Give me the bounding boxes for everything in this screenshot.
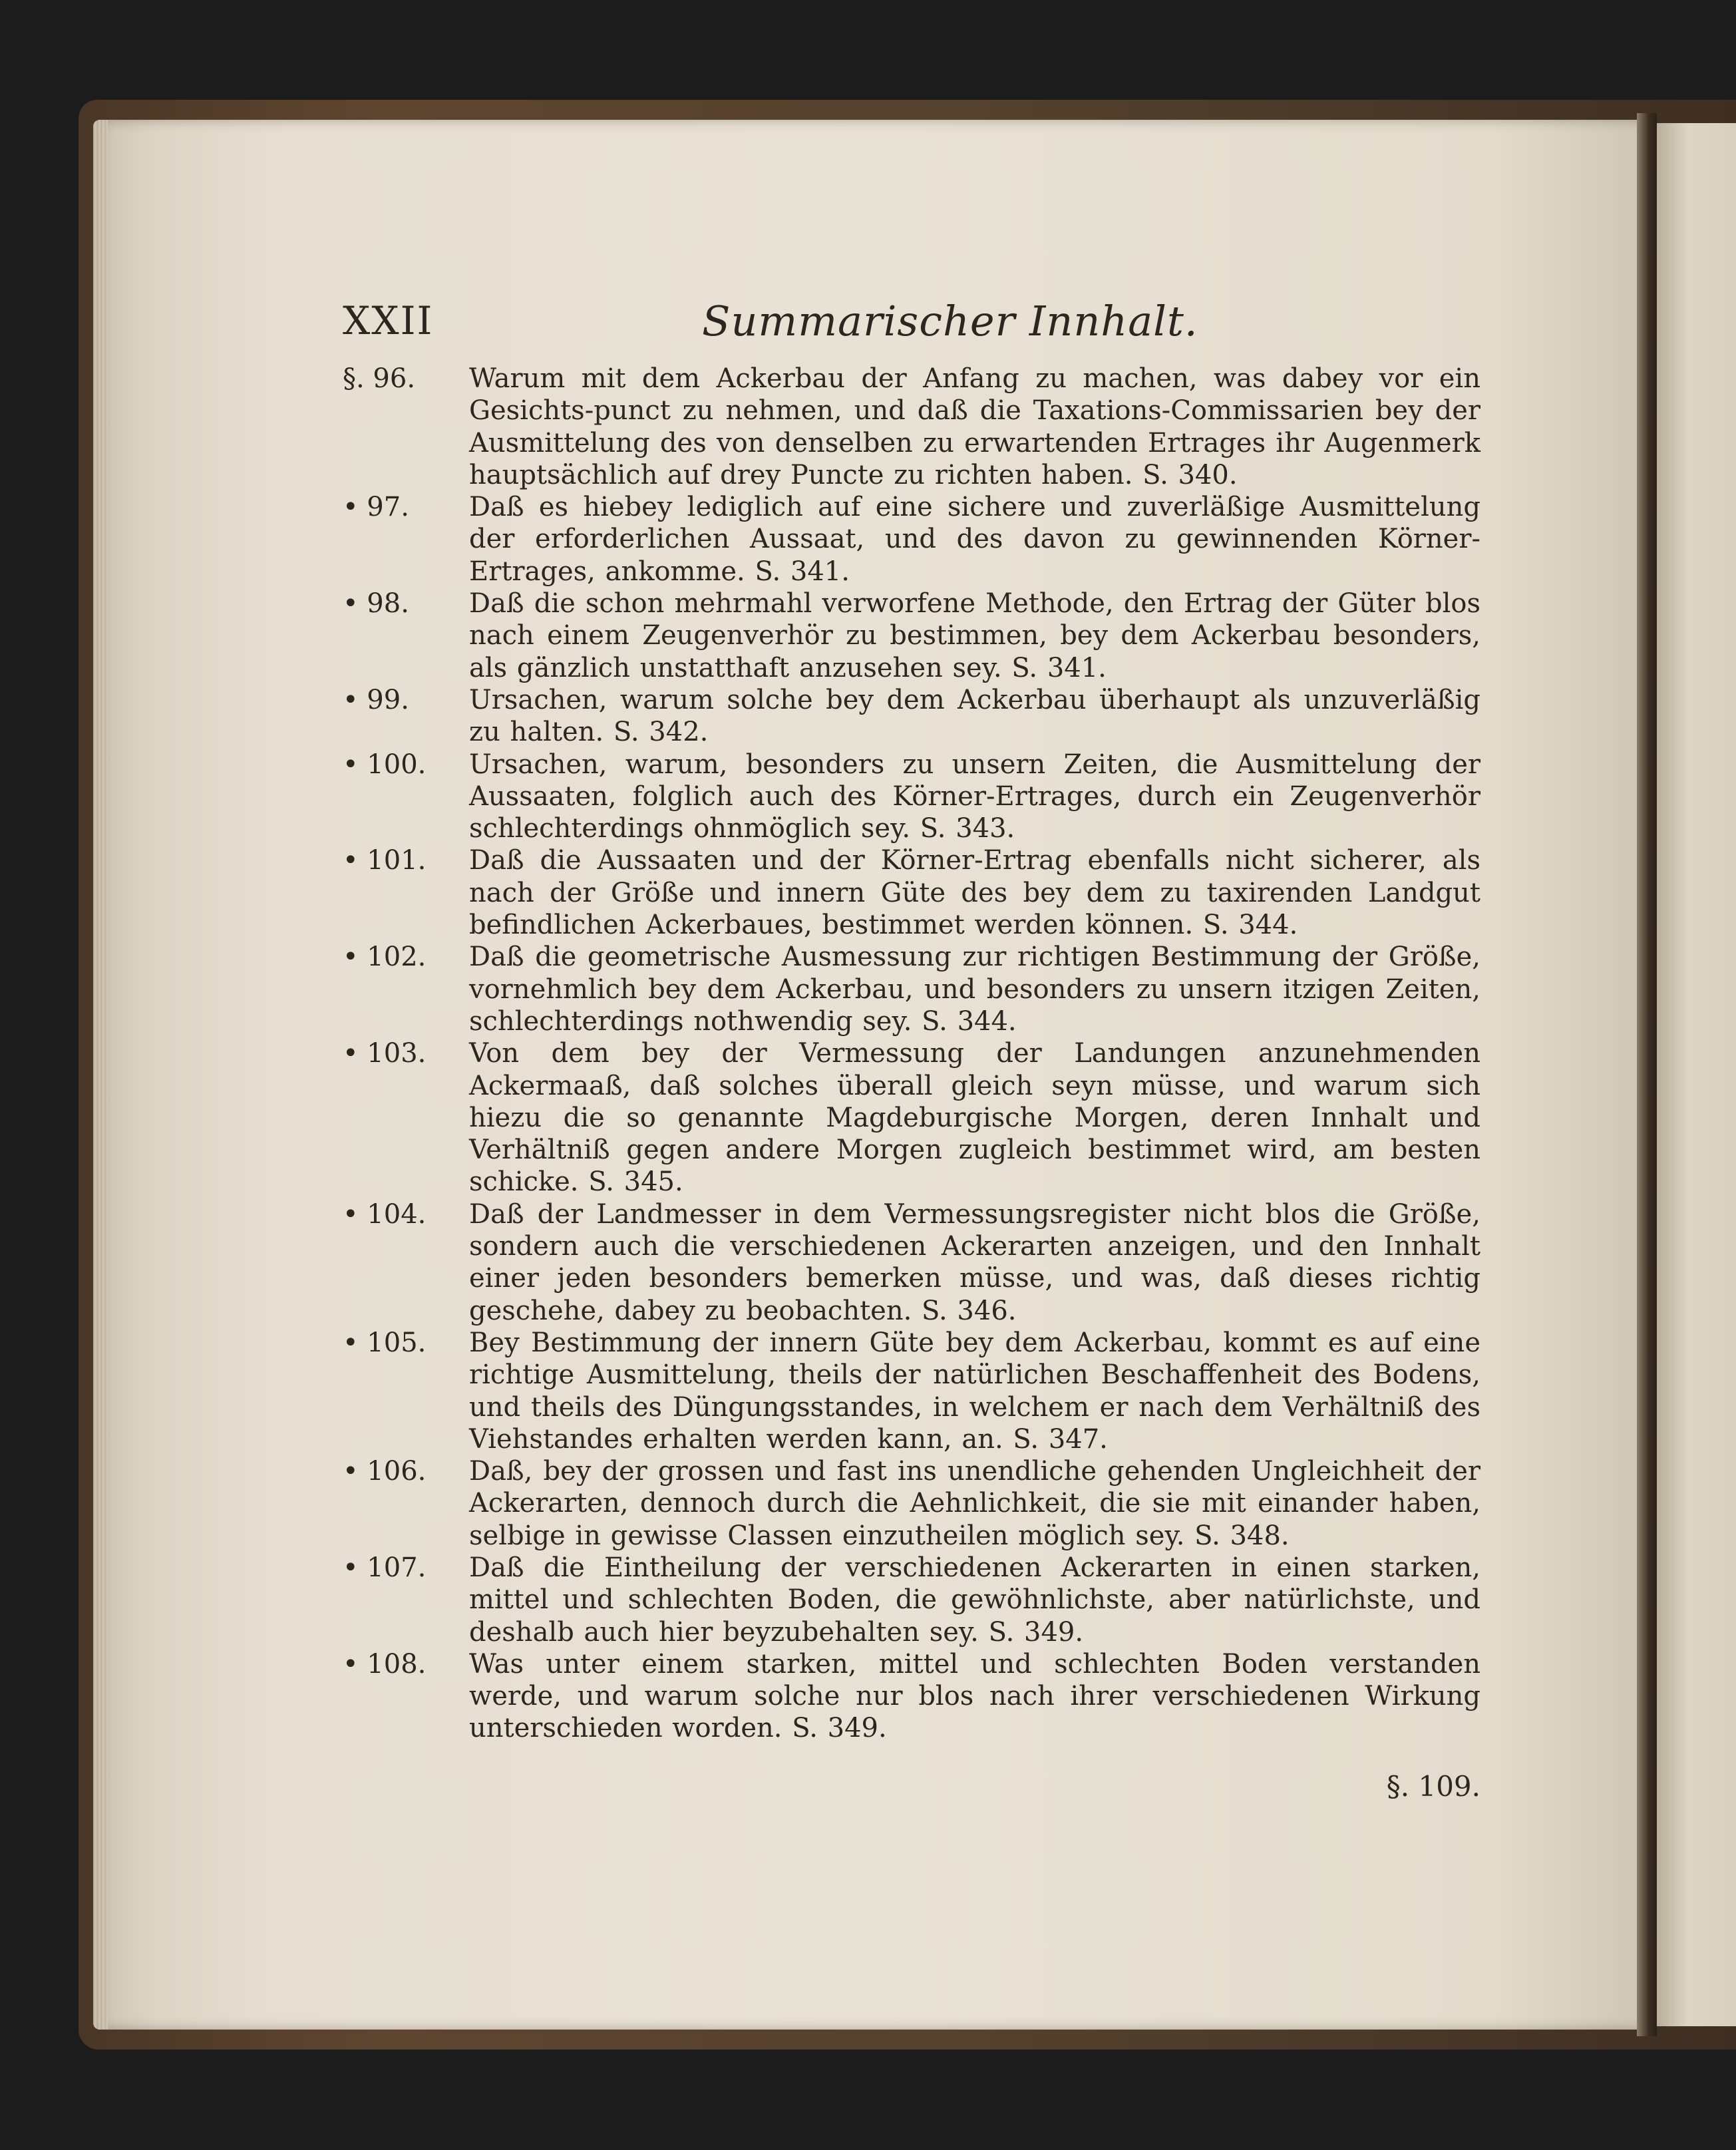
section-summary: Was unter einem starken, mittel und schlechten Boden verstanden werde, und warum solche nur blos nach ihrer verschiedenen Wirkung unterschieden worden. S. 349. [469, 1648, 1480, 1744]
section-number: • 97. [343, 492, 409, 523]
section-summary: Ursachen, warum solche bey dem Ackerbau überhaupt als unzuverläßig zu halten. S. 342. [469, 684, 1480, 748]
section-summary: Daß die Aussaaten und der Körner-Ertrag ebenfalls nicht sicherer, als nach der Größe und innern Güte des bey dem zu taxirenden Landgut befindlichen Ackerbaues, bestimmet werden können. S. 344. [469, 845, 1480, 941]
book-gutter [1637, 113, 1657, 2036]
section-summary: Von dem bey der Vermessung der Landungen anzunehmenden Ackermaaß, daß solches überall gleich seyn müsse, und warum sich hiezu die so genannte Magdeburgische Morgen, deren Innhalt und Verhältniß gegen andere Morgen zugleich bestimmet wird, am besten schicke. S. 345. [469, 1038, 1480, 1198]
section-number: • 102. [343, 942, 427, 973]
section-number: • 98. [343, 588, 409, 620]
section-number: • 100. [343, 749, 427, 780]
section-number: • 101. [343, 845, 427, 876]
section-summary: Daß es hiebey lediglich auf eine sichere und zuverläßige Ausmittelung der erforderlichen Aussaat, und des davon zu gewinnenden Körner-Ertrages, ankomme. S. 341. [469, 492, 1480, 587]
section-number: • 103. [343, 1038, 427, 1069]
section-number: • 107. [343, 1552, 427, 1583]
section-summary: Daß die geometrische Ausmessung zur richtigen Bestimmung der Größe, vornehmlich bey dem Ackerbau, und besonders zu unsern itzigen Zeiten, schlechterdings nothwendig sey. S. 344. [469, 942, 1480, 1037]
section-summary: Daß die schon mehrmahl verworfene Methode, den Ertrag der Güter blos nach einem Zeugenverhör zu bestimmen, bey dem Ackerbau besonders, als gänzlich unstatthaft anzusehen sey. S. 341. [469, 588, 1480, 683]
catchword: §. 109. [1386, 1770, 1480, 1803]
section-number: • 106. [343, 1456, 427, 1487]
page-number: XXII [343, 298, 434, 343]
section-number: • 108. [343, 1648, 427, 1680]
facing-page-edge [1657, 123, 1736, 2026]
page-title: Summarischer Innhalt. [702, 297, 1198, 345]
section-number: • 104. [343, 1198, 427, 1230]
section-number: • 105. [343, 1327, 427, 1358]
section-summary: Bey Bestimmung der innern Güte bey dem Ackerbau, kommt es auf eine richtige Ausmittelung, theils der natürlichen Beschaffenheit des Bodens, und theils des Düngungsstandes, in welchem er nach dem Verhältniß des Viehstandes erhalten werden kann, an. S. 347. [469, 1327, 1480, 1455]
section-summary: Ursachen, warum, besonders zu unsern Zeiten, die Ausmittelung der Aussaaten, folglich auch des Körner-Ertrages, durch ein Zeugenverhör schlechterdings ohnmöglich sey. S. 343. [469, 749, 1480, 844]
section-summary: Daß die Eintheilung der verschiedenen Ackerarten in einen starken, mittel und schlechten Boden, die gewöhnlichste, aber natürlichste, und deshalb auch hier beyzubehalten sey. S. 349. [469, 1552, 1480, 1648]
section-summary: Warum mit dem Ackerbau der Anfang zu machen, was dabey vor ein Gesichts-punct zu nehmen, und daß die Taxations-Commissarien bey der Ausmittelung des von denselben zu erwartenden Ertrages ihr Augenmerk hauptsächlich auf drey Puncte zu richten haben. S. 340. [469, 363, 1480, 490]
section-number: §. 96. [343, 363, 416, 394]
page-edge [93, 120, 108, 2030]
section-summary: Daß der Landmesser in dem Vermessungsregister nicht blos die Größe, sondern auch die verschiedenen Ackerarten anzeigen, und den Innhalt einer jeden besonders bemerken müsse, und was, daß dieses richtig geschehe, dabey zu beobachten. S. 346. [469, 1198, 1480, 1326]
footer-area [343, 0, 1480, 1996]
section-number: • 99. [343, 684, 409, 715]
section-summary: Daß, bey der grossen und fast ins unendliche gehenden Ungleichheit der Ackerarten, dennoch durch die Aehnlichkeit, die sie mit einander haben, selbige in gewisse Classen einzutheilen möglich sey. S. 348. [469, 1456, 1480, 1551]
